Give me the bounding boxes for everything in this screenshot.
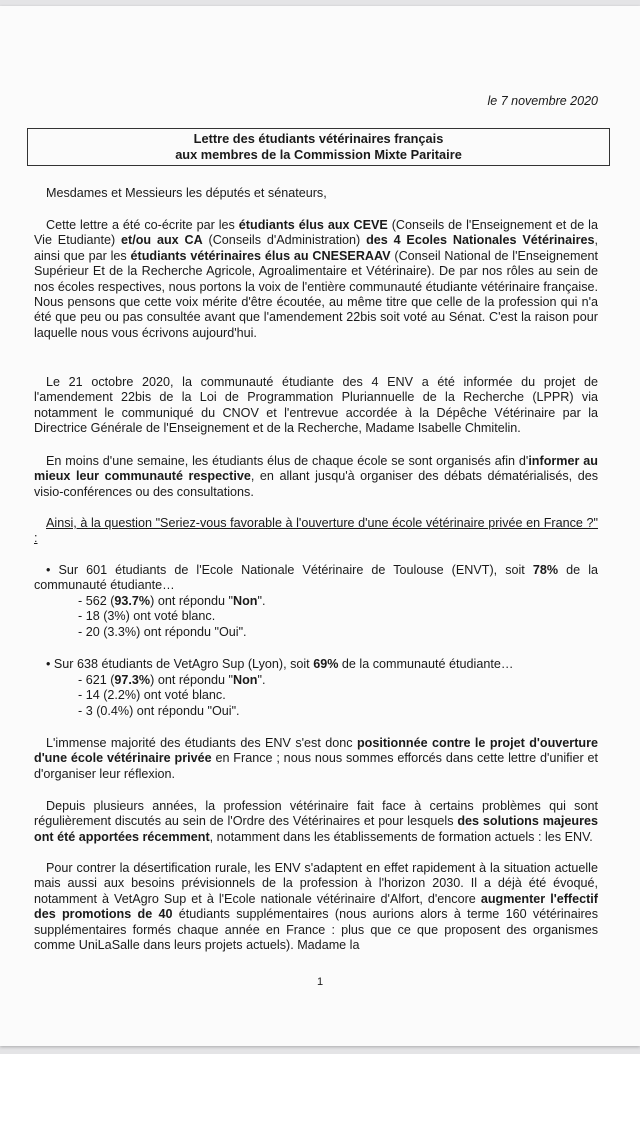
page-number: 1 xyxy=(316,976,324,988)
paragraph-position: L'immense majorité des étudiants des ENV s'est donc positionnée contre le projet d'ouverture d'une école vétérinaire privée en France ; nous nous sommes efforcés dans cette lettre d'unifier et d'organiser leur réflexion. xyxy=(34,736,598,781)
viewer-background xyxy=(0,1054,640,1136)
title-line-1: Lettre des étudiants vétérinaires français xyxy=(193,131,444,146)
survey-lyon-no: - 621 (97.3%) ont répondu "Non". xyxy=(78,673,266,687)
paragraph-organisation: En moins d'une semaine, les étudiants élus de chaque école se sont organisés afin d'informer au mieux leur communauté respective, en allant jusqu'à organiser des débats dématérialisés, des visio-conférences ou des consultations. xyxy=(34,454,598,499)
paragraph-context: Le 21 octobre 2020, la communauté étudiante des 4 ENV a été informée du projet de l'amendement 22bis de la Loi de Programmation Pluriannuelle de la Recherche (LPPR) via notamment le communiqué du CNOV et l'entrevue accordée à la Dépêche Vétérinaire par la Directrice Générale de l'Enseignement et de la Recherche, Madame Isabelle Chmitelin. xyxy=(34,375,598,436)
document-page xyxy=(0,6,640,1046)
title-line-2: aux membres de la Commission Mixte Paritaire xyxy=(175,147,462,162)
survey-toulouse-intro: • Sur 601 étudiants de l'Ecole Nationale Vétérinaire de Toulouse (ENVT), soit 78% de la communauté étudiante… xyxy=(34,563,598,593)
survey-toulouse-blank: - 18 (3%) ont voté blanc. xyxy=(78,609,216,623)
survey-question: Ainsi, à la question "Seriez-vous favorable à l'ouverture d'une école vétérinaire privée en France ?" : xyxy=(34,516,598,546)
letter-title-box xyxy=(27,128,610,166)
letter-date: le 7 novembre 2020 xyxy=(487,94,598,108)
survey-toulouse-no: - 562 (93.7%) ont répondu "Non". xyxy=(78,594,266,608)
paragraph-rural: Pour contrer la désertification rurale, les ENV s'adaptent en effet rapidement à la situation actuelle mais aussi aux besoins prévisionnels de la profession à l'horizon 2030. Il a déjà été évoqué, notamment à VetAgro Sup et à l'Ecole nationale vétérinaire d'Alfort, d'encore augmenter l'effectif des promotions de 40 étudiants supplémentaires (nous aurions alors à terme 160 vétérinaires supplémentaires formés chaque année en France : plus que ce que proposent des organismes comme UniLaSalle dans leurs projets actuels). Madame la xyxy=(34,861,598,953)
survey-toulouse-yes: - 20 (3.3%) ont répondu "Oui". xyxy=(78,625,247,639)
survey-lyon-intro: • Sur 638 étudiants de VetAgro Sup (Lyon), soit 69% de la communauté étudiante… xyxy=(46,657,514,671)
salutation: Mesdames et Messieurs les députés et sénateurs, xyxy=(46,186,327,200)
paragraph-profession: Depuis plusieurs années, la profession vétérinaire fait face à certains problèmes qui sont régulièrement discutés au sein de l'Ordre des Vétérinaires et pour lesquels des solutions majeures ont été apportées récemment, notamment dans les établissements de formation actuels : les ENV. xyxy=(34,799,598,844)
survey-lyon-blank: - 14 (2.2%) ont voté blanc. xyxy=(78,688,226,702)
paragraph-authors: Cette lettre a été co-écrite par les étudiants élus aux CEVE (Conseils de l'Enseignement et de la Vie Etudiante) et/ou aux CA (Conseils d'Administration) des 4 Ecoles Nationales Vétérinaires, ainsi que par les étudiants vétérinaires élus au CNESERAAV (Conseil National de l'Enseignement Supérieur Et de la Recherche Agricole, Agroalimentaire et Vétérinaire). De par nos rôles au sein de nos écoles respectives, nous portons la voix de l'entière communauté étudiante vétérinaire française. Nous pensons que cette voix mérite d'être écoutée, au même titre que celle de la profession qui n'a été que peu ou pas consultée avant que l'amendement 22bis soit voté au Sénat. C'est la raison pour laquelle nous vous écrivons aujourd'hui. xyxy=(34,218,598,340)
survey-lyon-yes: - 3 (0.4%) ont répondu "Oui". xyxy=(78,704,240,718)
